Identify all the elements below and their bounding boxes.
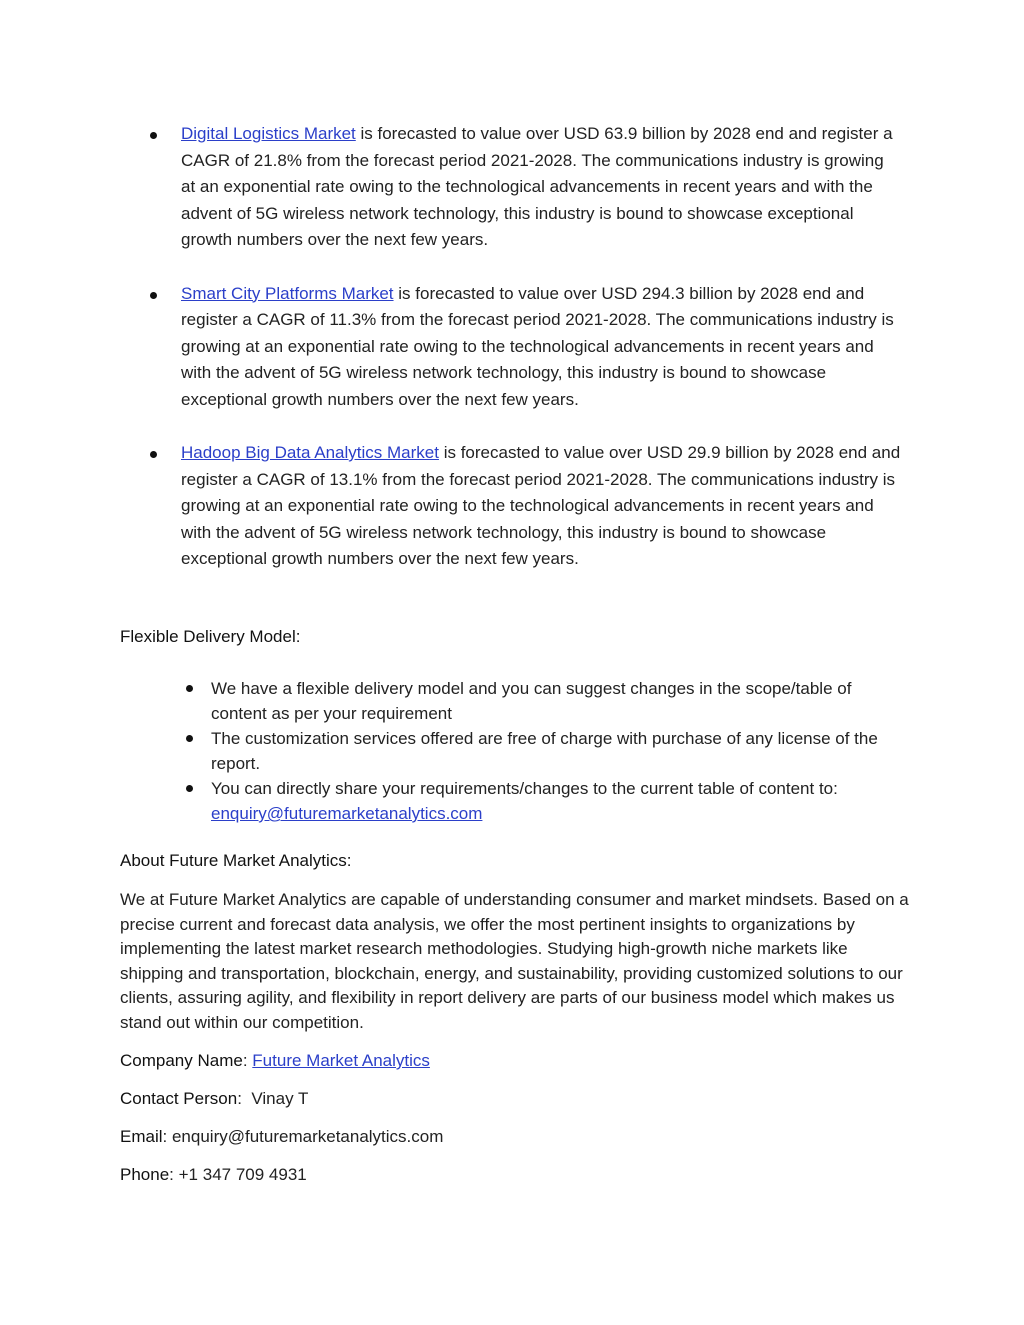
bullet-icon — [186, 685, 193, 692]
phone-label: Phone — [120, 1165, 170, 1184]
market-item-hadoop — [181, 440, 901, 573]
delivery-list — [211, 676, 911, 826]
bullet-icon — [150, 132, 157, 139]
bullet-icon — [186, 735, 193, 742]
company-name-label: Company Name — [120, 1051, 243, 1070]
delivery-heading: Flexible Delivery Model: — [120, 627, 301, 646]
market-description: is forecasted to value over USD 63.9 billion by 2028 end and register a CAGR of 21.8% from the forecast period 2021-2028. The communications industry is growing at an exponential rate owing to the technological advancements in recent years and with the advent of 5G wireless network technology, this industry is bound to showcase exceptional growth numbers over the next few years. — [181, 124, 893, 249]
about-paragraph: We at Future Market Analytics are capable of understanding consumer and market mindsets. Based on a precise current and forecast data analysis, we offer the most pertinent insights to organizations by implementing the latest market research methodologies. Studying high-growth niche markets like shipping and transportation, blockchain, energy, and sustainability, providing customized solutions to our clients, assuring agility, and flexibility in report delivery are parts of our business model which makes us stand out within our competition. — [120, 890, 909, 1032]
separator: : — [162, 1127, 168, 1146]
enquiry-email-link[interactable]: enquiry@futuremarketanalytics.com — [211, 804, 483, 823]
delivery-item — [211, 726, 911, 776]
market-description: is forecasted to value over USD 294.3 billion by 2028 end and register a CAGR of 11.3% from the forecast period 2021-2028. The communications industry is growing at an exponential rate owing to the technological advancements in recent years and with the advent of 5G wireless network technology, this industry is bound to showcase exceptional growth numbers over the next few years. — [181, 283, 894, 409]
separator: : — [242, 1051, 248, 1070]
delivery-item-text: We have a flexible delivery model and you can suggest changes in the scope/table of content as per your requirement — [211, 679, 852, 723]
market-item-smart-city — [181, 281, 901, 414]
company-name-link[interactable]: Future Market Analytics — [252, 1051, 430, 1070]
delivery-item — [211, 776, 911, 826]
bullet-icon — [150, 451, 157, 458]
separator: : — [169, 1165, 174, 1184]
hadoop-big-data-analytics-market-link[interactable]: Hadoop Big Data Analytics Market — [181, 443, 439, 462]
market-description: is forecasted to value over USD 29.9 billion by 2028 end and register a CAGR of 13.1% from the forecast period 2021-2028. The communications industry is growing at an exponential rate owing to the technological advancements in recent years and with the advent of 5G wireless network technology, this industry is bound to showcase exceptional growth numbers over the next few years. — [181, 443, 901, 568]
smart-city-platforms-market-link[interactable]: Smart City Platforms Market — [181, 283, 394, 303]
email-line — [120, 1125, 443, 1149]
bullet-icon — [186, 785, 193, 792]
email-label: Email — [120, 1127, 163, 1146]
company-name-line — [120, 1049, 430, 1073]
phone-line — [120, 1163, 307, 1187]
contact-person-value: Vinay T — [241, 1089, 309, 1108]
email-value: enquiry@futuremarketanalytics.com — [167, 1127, 444, 1146]
phone-value: +1 347 709 4931 — [173, 1165, 307, 1184]
delivery-item-text: You can directly share your requirements/changes to the current table of content to: — [211, 779, 838, 798]
about-heading: About Future Market Analytics: — [120, 851, 352, 870]
delivery-item — [211, 676, 911, 726]
market-item-digital-logistics — [181, 121, 901, 254]
market-list — [181, 121, 901, 600]
contact-person-label: Contact Person — [120, 1089, 238, 1108]
separator: : — [237, 1089, 242, 1108]
contact-person-line — [120, 1087, 308, 1111]
bullet-icon — [150, 292, 157, 299]
delivery-item-text: The customization services offered are free of charge with purchase of any license of the report. — [211, 729, 878, 773]
digital-logistics-market-link[interactable]: Digital Logistics Market — [181, 124, 356, 143]
